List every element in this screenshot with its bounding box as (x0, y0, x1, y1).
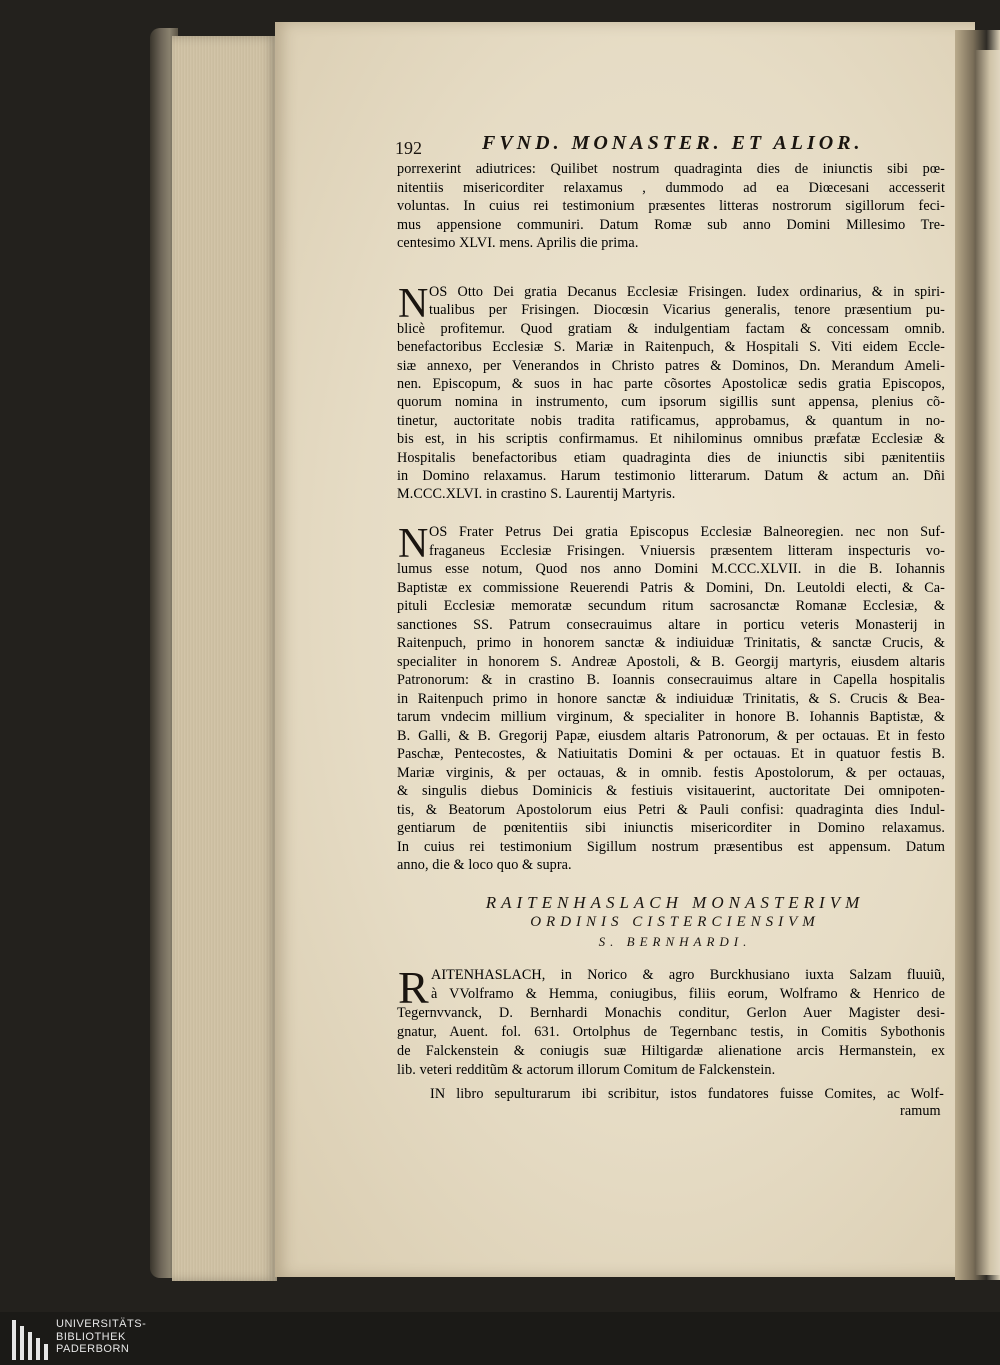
text-line: OS Otto Dei gratia Decanus Ecclesiæ Frisingen. Iudex ordinarius, & in spiri- (429, 284, 945, 300)
page-number: 192 (395, 138, 422, 158)
text-line: bis est, in his scriptis confirmamus. Et nihilominus omnibus præfatæ Ecclesiæ & (397, 431, 945, 448)
text-line: AITENHASLACH, in Norico & agro Burckhusiano iuxta Salzam fluuiũ, (431, 967, 945, 983)
text-line: Raitenpuch, primo in honorem sanctæ & indiuiduæ Trinitatis, & sanctæ Crucis, & (397, 635, 945, 651)
text-line: gentiarum de pœnitentiis sibi iniunctis misericorditer in Domino relaxamus. (397, 820, 945, 836)
text-line: benefactoribus Ecclesiæ S. Mariæ in Raitenpuch, & Hospitali S. Viti eidem Eccle- (397, 339, 945, 356)
text-line: OS Frater Petrus Dei gratia Episcopus Ecclesiæ Balneoregien. nec non Suf- (429, 524, 945, 540)
facing-page-edge (975, 50, 1000, 1275)
text-line: gnatur, Auent. fol. 631. Ortolphus de Tegernbanc testis, in Comitis Sybothonis (397, 1024, 945, 1040)
text-line: voluntas. In cuius rei testimonium præsentes litteras nostrorum sigillorum feci- (397, 198, 945, 215)
text-line: à VVolframo & Hemma, coniugibus, filiis eorum, Wolframo & Henrico de (431, 986, 945, 1002)
text-line: tinetur, auctoritate nobis tradita ratificamus, approbamus, & quantum in no- (397, 412, 945, 429)
text-line: in Raitenpuch primo in honore sanctæ & indiuiduæ Trinitatis, & S. Crucis & Bea- (397, 690, 945, 707)
library-name (56, 1318, 146, 1356)
text-line: Tegernvvanck, D. Bernhardi Monachis conditur, Gerlon Auer Magister desi- (397, 1005, 945, 1021)
text-line: sanctiones SS. Patrum consecrauimus altare in porticu veteris Monasterij in (397, 616, 945, 633)
text-line: blicè profitemur. Quod gratiam & indulgentiam factam & concessam omnib. (397, 320, 945, 337)
text-line: centesimo XLVI. mens. Aprilis die prima. (397, 235, 639, 252)
dropcap-n-1: N (398, 281, 429, 327)
text-line: tis, & Beatorum Apostolorum eius Petri & Pauli confisi: quadraginta dies Indul- (397, 801, 945, 818)
text-line: tualibus per Frisingen. Diocœsin Vicarius generalis, tenore præsentium pu- (429, 302, 945, 319)
text-line: specialiter in honorem S. Andreæ Apostoli, & B. Georgij martyris, eiusdem altaris (397, 653, 945, 670)
text-line: nitentiis misericorditer relaxamus , dummodo ad ea Diœcesani accesserit (397, 179, 945, 196)
text-line: pituli Ecclesiæ memoratæ secundum ritum sacrosanctæ Romanæ Ecclesiæ, & (397, 598, 945, 614)
text-line: Hospitalis benefactoribus etiam quadraginta dies de iniunctis sibi pænitentiis (397, 449, 945, 466)
section-title-line-1: RAITENHASLACH MONASTERIVM (485, 893, 865, 912)
text-line: mus appensione communiri. Datum Romæ sub anno Domini Millesimo Tre- (397, 216, 945, 233)
text-line: Mariæ virginis, & per octauas, & in omnib. festis Apostolorum, & per octauas, (397, 764, 945, 781)
text-line: fraganeus Ecclesiæ Frisingen. Vniuersis præsentem litteram inspecturis vo- (429, 542, 945, 559)
text-line: B. Galli, & B. Gregorij Papæ, eiusdem altaris Patronorum, & per octauas. Et in festo (397, 727, 945, 744)
catchword: ramum (900, 1103, 941, 1119)
section-title-line-2: ORDINIS CISTERCIENSIVM (530, 914, 820, 930)
dropcap-r: R (398, 962, 429, 1013)
text-line: quorum nomina in instrumento, cum ipsorum sigillis sunt appensa, plenius cõ- (397, 394, 945, 411)
paragraph-4-last-line: IN libro sepulturarum ibi scribitur, istos fundatores fuisse Comites, ac Wolf- (430, 1086, 944, 1102)
running-head: FVND. MONASTER. ET ALIOR. (482, 132, 864, 154)
section-title-line-3: S. BERNHARDI. (598, 934, 752, 949)
footer-bar (0, 1312, 1000, 1365)
text-line: & singulis diebus Dominicis & festiuis visitauerint, auctoritate Dei omnipoten- (397, 783, 945, 799)
text-line: in Domino relaxamus. Harum testimonio litterarum. Datum & actum an. Dñi (397, 468, 945, 484)
text-line: nen. Episcopum, & suos in hac parte cõsortes Apostolicæ sedis gratia Episcopos, (397, 376, 945, 392)
text-line: In cuius rei testimonium Sigillum nostrum præsentibus est appensum. Datum (397, 838, 945, 855)
text-line: lumus esse notum, Quod nos anno Domini M.CCC.XLVII. in die B. Iohannis (397, 561, 945, 577)
text-line: tarum vndecim millium virginum, & specialiter in honore B. Iohannis Baptistæ, & (397, 709, 945, 725)
text-line: porrexerint adiutrices: Quilibet nostrum quadraginta dies de iniunctis sibi pœ- (397, 161, 945, 177)
text-line: anno, die & loco quo & supra. (397, 857, 572, 873)
library-name-line-2: BIBLIOTHEK (56, 1330, 126, 1343)
text-line: Patronorum: & in crastino B. Ioannis consecrauimus altare in Capella hospitalis (397, 672, 945, 688)
text-line: de Falckenstein & coniugis suæ Hiltigardæ alienatione arcis Hermanstein, ex (397, 1043, 945, 1059)
text-line: Baptistæ ex commissione Reuerendi Patris & Domini, Dn. Leutoldi electi, & Ca- (397, 579, 945, 596)
library-logo-icon (10, 1318, 50, 1362)
text-line: lib. veteri redditũm & actorum illorum Comitum de Falckenstein. (397, 1062, 776, 1078)
library-name-line-3: PADERBORN (56, 1343, 130, 1355)
text-line: Paschæ, Pentecostes, & Natiuitatis Domini & per octauas. Et in quatuor festis B. (397, 746, 945, 762)
text-line: M.CCC.XLVI. in crastino S. Laurentij Martyris. (397, 486, 676, 503)
dropcap-n-2: N (398, 521, 429, 567)
library-name-line-1: UNIVERSITÄTS- (56, 1318, 147, 1330)
text-line: siæ annexo, per Venerandos in Christo patres & Dominos, Dn. Merandum Ameli- (397, 357, 945, 374)
page-fore-edge (172, 36, 277, 1281)
